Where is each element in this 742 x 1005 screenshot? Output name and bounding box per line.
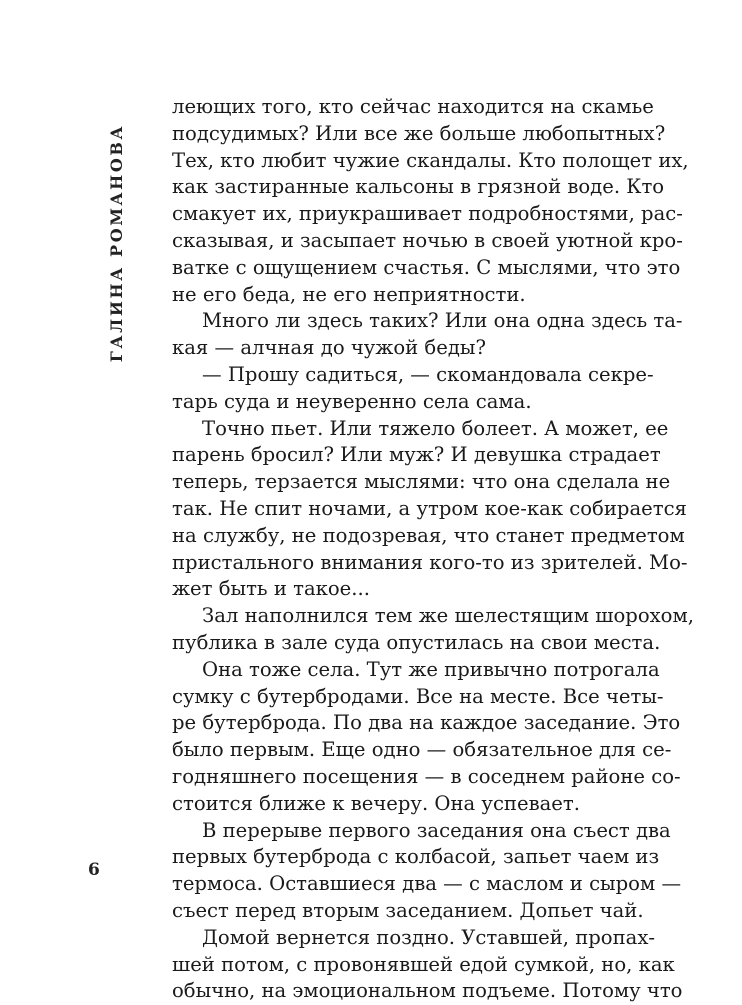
text-line: Зал наполнился тем же шелестящим шорохом, — [202, 604, 694, 628]
text-line: стоится ближе к вечеру. Она успевает. — [172, 791, 580, 815]
running-head-author: ГАЛИНА РОМАНОВА — [107, 123, 126, 363]
text-line: ватке с ощущением счастья. С мыслями, что это — [172, 255, 681, 279]
text-line: публика в зале суда опустилась на свои места. — [172, 630, 661, 654]
text-line: сказывая, и засыпает ночью в своей уютной кро- — [172, 228, 683, 252]
text-line: жет быть и такое... — [172, 577, 370, 601]
text-line: так. Не спит ночами, а утром кое-как собирается — [172, 496, 687, 520]
text-line: смакует их, приукрашивает подробностями, рас- — [172, 202, 683, 226]
body-text — [172, 94, 694, 1005]
text-line: В перерыве первого заседания она съест два — [202, 818, 671, 842]
page-number: 6 — [88, 860, 100, 880]
text-line: термоса. Оставшиеся два — с маслом и сыром — — [172, 872, 682, 896]
text-line: съест перед вторым заседанием. Допьет чай. — [172, 898, 644, 922]
text-line: сумку с бутербродами. Все на месте. Все четы- — [172, 684, 664, 708]
text-line: Точно пьет. Или тяжело болеет. А может, ее — [202, 416, 669, 440]
text-line: Она тоже села. Тут же привычно потрогала — [202, 657, 660, 681]
text-line: пристального внимания кого-то из зрителей. Мо- — [172, 550, 688, 574]
text-line: было первым. Еще одно — обязательное для се- — [172, 738, 672, 762]
text-line: тарь суда и неуверенно села сама. — [172, 389, 532, 413]
text-line: как застиранные кальсоны в грязной воде. Кто — [172, 175, 665, 199]
text-line: шей потом, с провонявшей едой сумкой, но, как — [172, 952, 675, 976]
text-line: — Прошу садиться, — скомандовала секре- — [202, 362, 654, 386]
text-line: ре бутерброда. По два на каждое заседание. Это — [172, 711, 681, 735]
text-line: на службу, не подозревая, что станет предметом — [172, 523, 685, 547]
text-line: обычно, на эмоциональном подъеме. Потому что — [172, 979, 683, 1003]
text-line: Домой вернется поздно. Уставшей, пропах- — [202, 925, 656, 949]
text-line: не его беда, не его неприятности. — [172, 282, 526, 306]
text-line: Много ли здесь таких? Или она одна здесь та- — [202, 309, 683, 333]
text-line: теперь, терзается мыслями: что она сделала не — [172, 470, 671, 494]
text-line: леющих того, кто сейчас находится на скамье — [172, 95, 654, 118]
text-line: Тех, кто любит чужие скандалы. Кто полощет их, — [172, 148, 689, 172]
text-line: парень бросил? Или муж? И девушка страдает — [172, 443, 661, 467]
text-line: первых бутерброда с колбасой, запьет чаем из — [172, 845, 660, 869]
text-line: кая — алчная до чужой беды? — [172, 336, 486, 360]
text-line: подсудимых? Или все же больше любопытных? — [172, 121, 666, 145]
text-line: годняшнего посещения — в соседнем районе со- — [172, 764, 681, 788]
